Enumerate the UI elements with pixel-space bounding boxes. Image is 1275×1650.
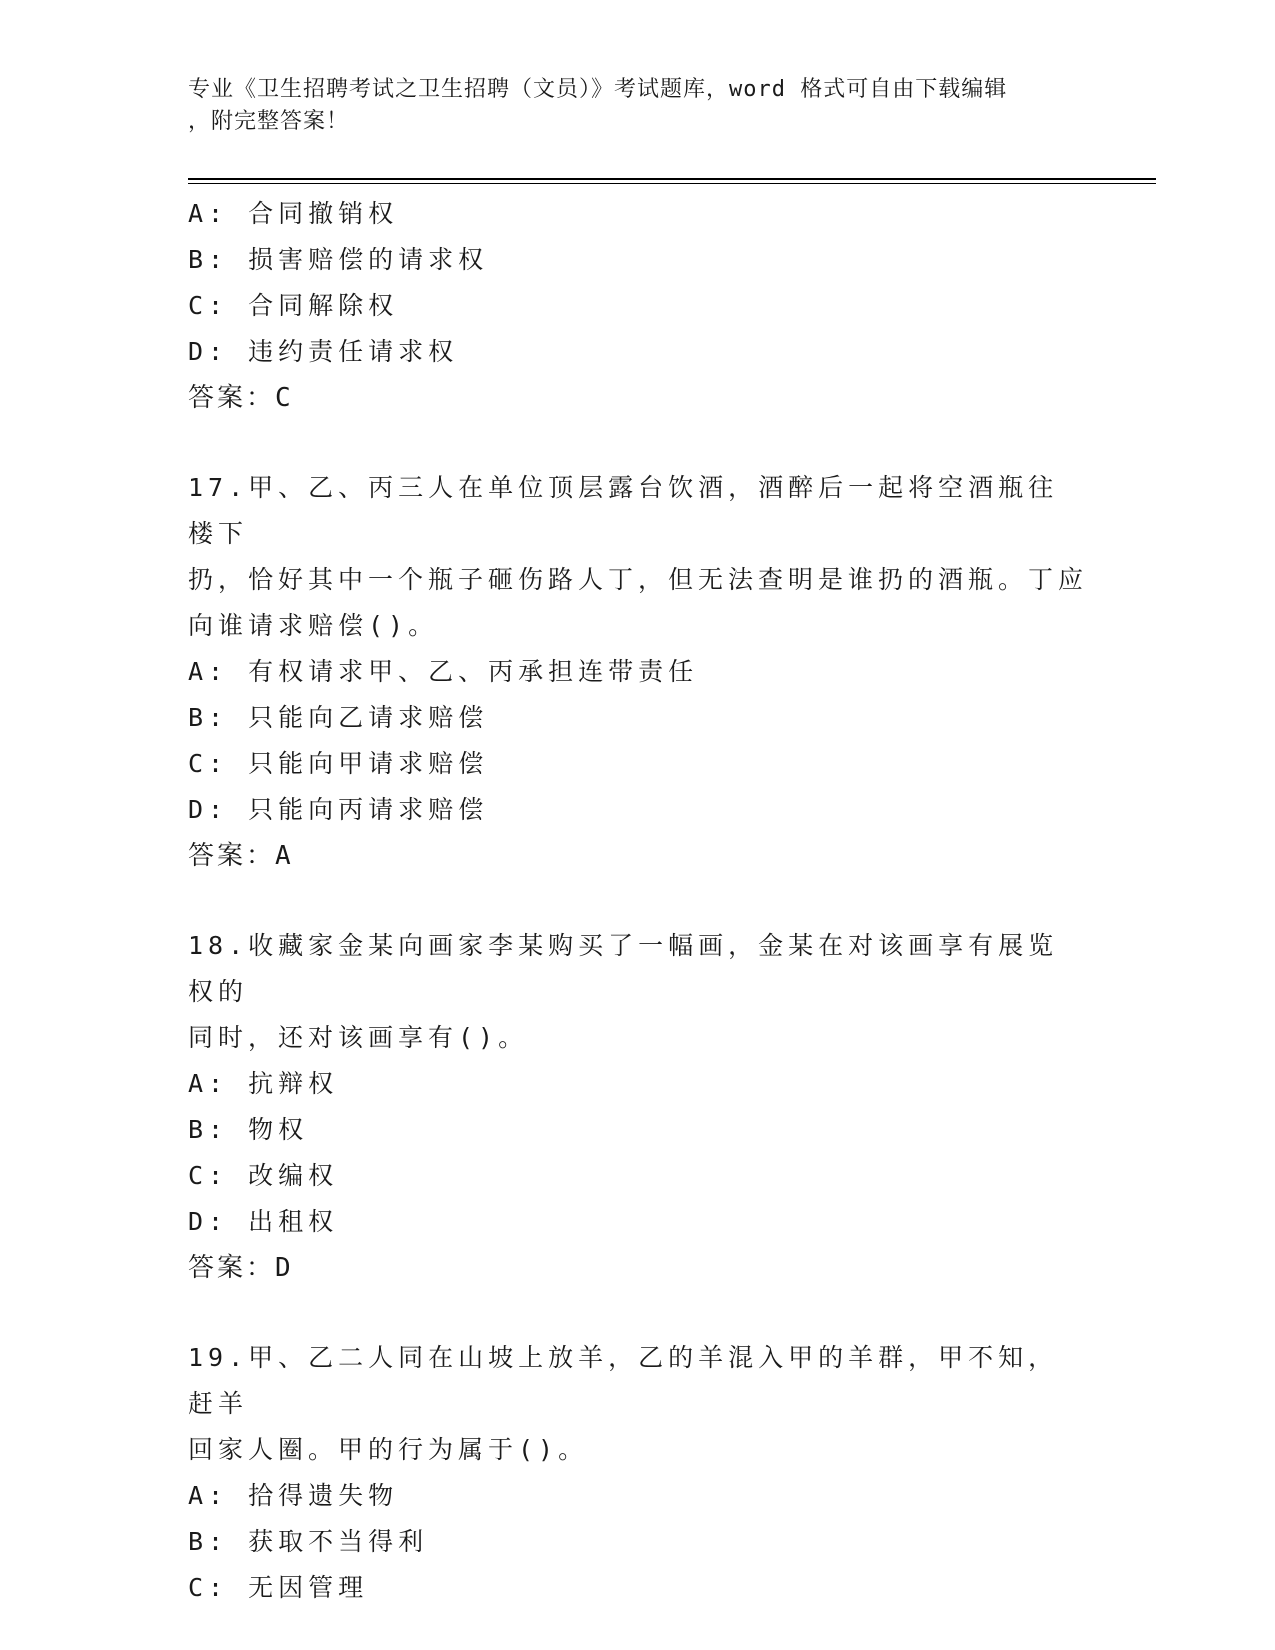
question-stem-line: 17.甲、乙、丙三人在单位顶层露台饮酒，酒醉后一起将空酒瓶往楼下 (188, 473, 1059, 548)
header-line-2: ，附完整答案！ (188, 109, 350, 134)
option-d: D: 出租权 (188, 1207, 339, 1236)
question-block-18 (188, 923, 1088, 1291)
option-b: B: 损害赔偿的请求权 (188, 245, 489, 274)
option-b: B: 只能向乙请求赔偿 (188, 703, 489, 732)
answer-label: 答案： (188, 383, 276, 413)
question-stem-line: 19.甲、乙二人同在山坡上放羊，乙的羊混入甲的羊群，甲不知，赶羊 (188, 1343, 1059, 1418)
option-a: A: 合同撤销权 (188, 199, 399, 228)
spacer (188, 879, 1088, 923)
answer-label: 答案： (188, 1253, 276, 1283)
option-c: C: 只能向甲请求赔偿 (188, 749, 489, 778)
document-body (188, 191, 1088, 1611)
question-stem-line: 向谁请求赔偿()。 (188, 611, 439, 640)
answer-value: A (275, 841, 294, 871)
option-c: C: 改编权 (188, 1161, 339, 1190)
option-a: A: 有权请求甲、乙、丙承担连带责任 (188, 657, 699, 686)
spacer (188, 421, 1088, 465)
option-c: C: 合同解除权 (188, 291, 399, 320)
header-divider-thin (188, 183, 1156, 184)
question-block-19 (188, 1335, 1088, 1611)
option-d: D: 违约责任请求权 (188, 337, 459, 366)
option-b: B: 物权 (188, 1115, 309, 1144)
question-stem-line: 回家人圈。甲的行为属于()。 (188, 1435, 589, 1464)
answer-label: 答案： (188, 841, 276, 871)
answer-line (188, 833, 1088, 879)
header-line-1: 专业《卫生招聘考试之卫生招聘（文员）》考试题库，word 格式可自由下载编辑 (188, 77, 1008, 102)
spacer (188, 1291, 1088, 1335)
question-block-17 (188, 465, 1088, 879)
option-a: A: 拾得遗失物 (188, 1481, 399, 1510)
answer-value: C (275, 383, 294, 413)
option-a: A: 抗辩权 (188, 1069, 339, 1098)
question-stem-line: 扔，恰好其中一个瓶子砸伤路人丁，但无法查明是谁扔的酒瓶。丁应 (188, 565, 1089, 594)
answer-value: D (275, 1253, 294, 1283)
question-block-16 (188, 191, 1088, 421)
question-stem-line: 18.收藏家金某向画家李某购买了一幅画，金某在对该画享有展览权的 (188, 931, 1059, 1006)
document-header (188, 74, 1088, 138)
header-divider-thick (188, 178, 1156, 180)
option-b: B: 获取不当得利 (188, 1527, 429, 1556)
question-stem-line: 同时，还对该画享有()。 (188, 1023, 529, 1052)
option-d: D: 只能向丙请求赔偿 (188, 795, 489, 824)
answer-line (188, 375, 1088, 421)
answer-line (188, 1245, 1088, 1291)
option-c: C: 无因管理 (188, 1573, 369, 1602)
